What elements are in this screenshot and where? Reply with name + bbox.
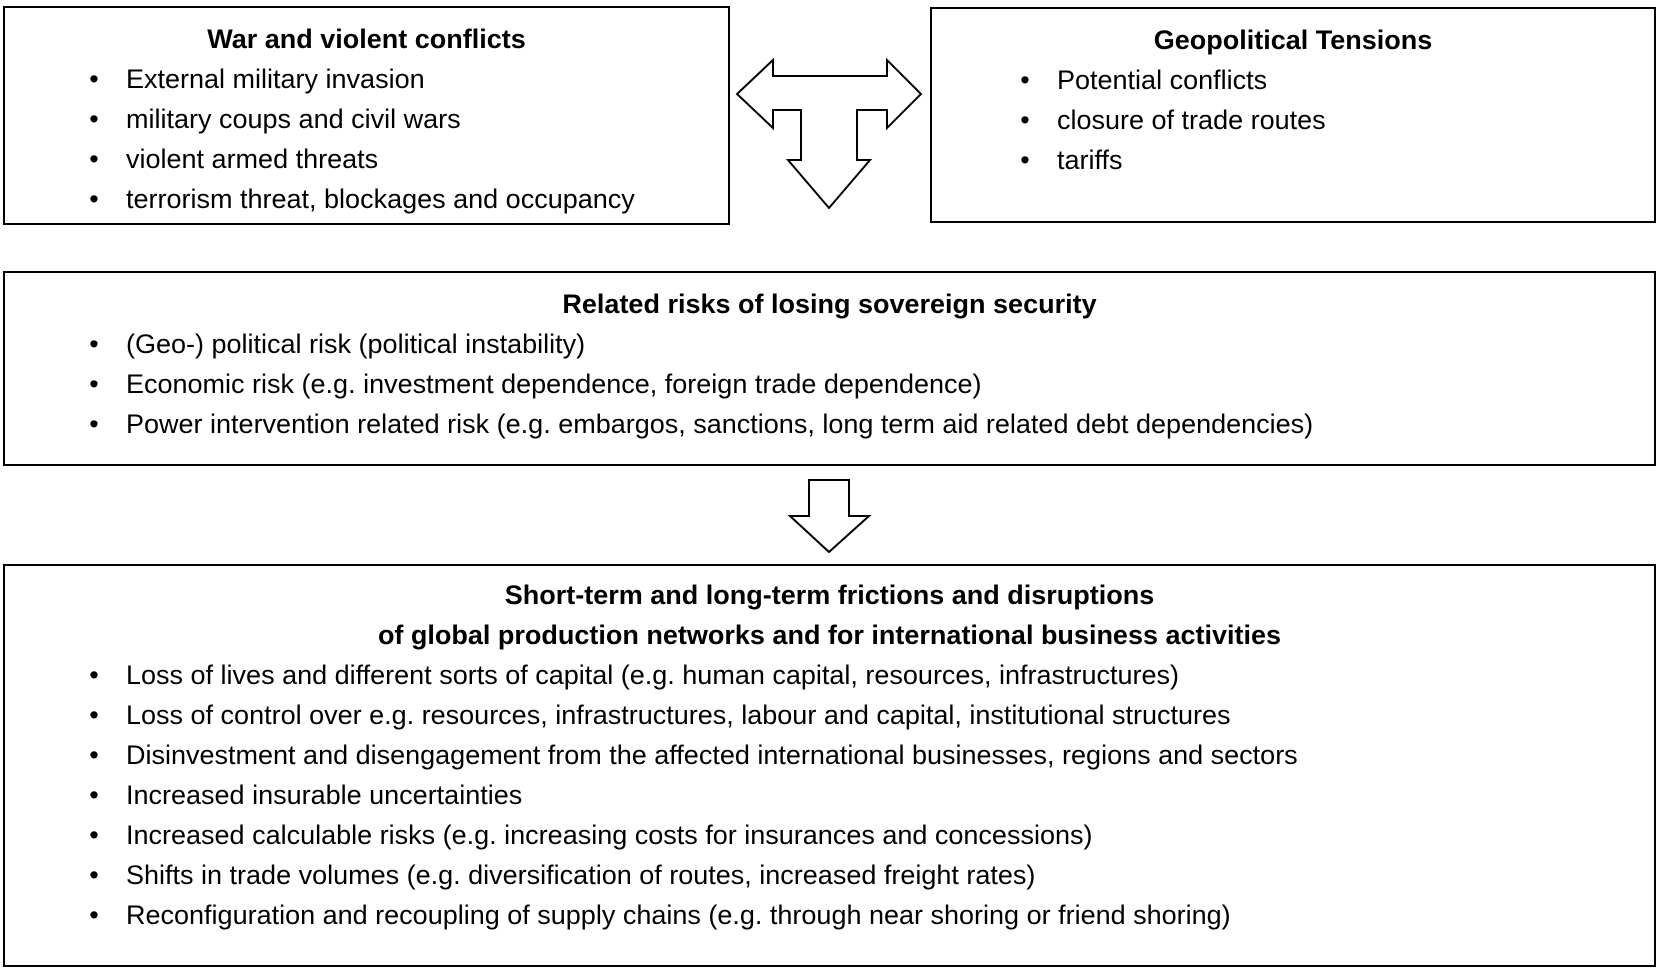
sovereign-security-risks-box [3, 271, 1656, 466]
bullet-icon: • [89, 369, 99, 399]
war-conflicts-box [3, 6, 730, 225]
list-item: • Loss of lives and different sorts of capital (e.g. human capital, resources, infrastructures) [5, 655, 1654, 695]
frictions-disruptions-title-line2: of global production networks and for international business activities [377, 620, 1282, 650]
list-item: • Power intervention related risk (e.g. embargos, sanctions, long term aid related debt dependencies) [5, 404, 1654, 444]
t-shaped-double-and-down-arrow-icon [735, 58, 925, 210]
bullet-icon: • [89, 900, 99, 930]
frictions-disruptions-list [5, 655, 1654, 935]
war-conflicts-list [5, 59, 728, 219]
sovereign-security-risks-list [5, 324, 1654, 444]
list-item: • violent armed threats [5, 139, 728, 179]
bullet-icon: • [89, 780, 99, 810]
bullet-icon: • [89, 144, 99, 174]
list-item: • Economic risk (e.g. investment dependence, foreign trade dependence) [5, 364, 1654, 404]
list-item: • terrorism threat, blockages and occupancy [5, 179, 728, 219]
geopolitical-tensions-box [930, 7, 1656, 223]
list-item: • External military invasion [5, 59, 728, 99]
bullet-icon: • [89, 820, 99, 850]
bullet-icon: • [89, 329, 99, 359]
frictions-disruptions-box [3, 564, 1656, 967]
bullet-icon: • [89, 860, 99, 890]
list-item: • tariffs [932, 140, 1654, 180]
frictions-disruptions-title-line1: Short-term and long-term frictions and disruptions [504, 580, 1155, 610]
bullet-icon: • [89, 660, 99, 690]
list-item: • Reconfiguration and recoupling of supply chains (e.g. through near shoring or friend shoring) [5, 895, 1654, 935]
bullet-icon: • [89, 64, 99, 94]
bullet-icon: • [89, 409, 99, 439]
list-item: • Potential conflicts [932, 60, 1654, 100]
list-item: • Disinvestment and disengagement from the affected international businesses, regions and sectors [5, 735, 1654, 775]
bullet-icon: • [89, 740, 99, 770]
list-item: • (Geo-) political risk (political instability) [5, 324, 1654, 364]
bullet-icon: • [89, 700, 99, 730]
bullet-icon: • [1020, 65, 1030, 95]
geopolitical-tensions-title: Geopolitical Tensions [1153, 25, 1433, 55]
bullet-icon: • [1020, 145, 1030, 175]
list-item: • Increased calculable risks (e.g. increasing costs for insurances and concessions) [5, 815, 1654, 855]
list-item: • Loss of control over e.g. resources, infrastructures, labour and capital, institutional structures [5, 695, 1654, 735]
sovereign-security-risks-title: Related risks of losing sovereign security [562, 289, 1097, 319]
bullet-icon: • [1020, 105, 1030, 135]
list-item: • Shifts in trade volumes (e.g. diversification of routes, increased freight rates) [5, 855, 1654, 895]
bullet-icon: • [89, 184, 99, 214]
bullet-icon: • [89, 104, 99, 134]
list-item: • closure of trade routes [932, 100, 1654, 140]
war-conflicts-title: War and violent conflicts [207, 24, 526, 54]
list-item: • military coups and civil wars [5, 99, 728, 139]
geopolitical-tensions-list [932, 60, 1654, 180]
list-item: • Increased insurable uncertainties [5, 775, 1654, 815]
down-arrow-icon [788, 478, 872, 554]
